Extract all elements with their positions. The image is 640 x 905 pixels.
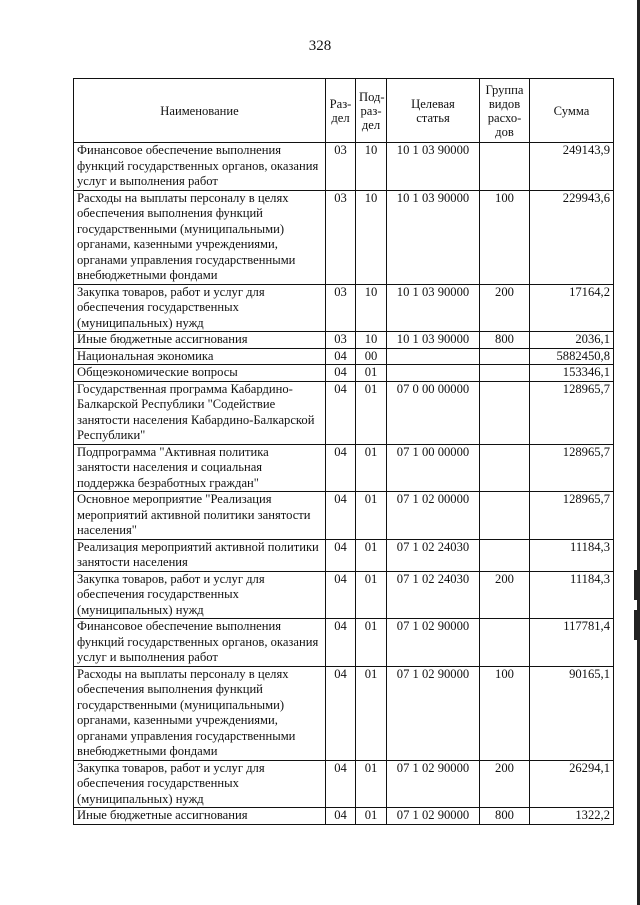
cell-podrazdel: 01 (356, 444, 387, 492)
cell-target: 07 1 02 24030 (387, 571, 480, 619)
cell-target: 07 1 02 00000 (387, 492, 480, 540)
cell-target (387, 348, 480, 365)
cell-razdel: 03 (326, 284, 356, 332)
cell-razdel: 03 (326, 190, 356, 284)
cell-group (480, 143, 530, 191)
cell-razdel: 04 (326, 348, 356, 365)
table-row (74, 365, 614, 382)
cell-target: 07 1 02 24030 (387, 539, 480, 571)
header-group: Группа видов расхо- дов (480, 79, 530, 143)
cell-podrazdel: 10 (356, 190, 387, 284)
cell-target: 10 1 03 90000 (387, 332, 480, 349)
cell-target: 07 0 00 00000 (387, 381, 480, 444)
cell-sum: 2036,1 (530, 332, 614, 349)
cell-sum: 249143,9 (530, 143, 614, 191)
cell-group: 800 (480, 808, 530, 825)
table-body (74, 143, 614, 825)
cell-podrazdel: 00 (356, 348, 387, 365)
cell-target: 07 1 00 00000 (387, 444, 480, 492)
cell-sum: 117781,4 (530, 619, 614, 667)
table-row (74, 381, 614, 444)
cell-razdel: 04 (326, 666, 356, 760)
cell-target: 07 1 02 90000 (387, 808, 480, 825)
cell-podrazdel: 01 (356, 808, 387, 825)
cell-sum: 5882450,8 (530, 348, 614, 365)
header-name: Наименование (74, 79, 326, 143)
cell-podrazdel: 01 (356, 539, 387, 571)
cell-group (480, 492, 530, 540)
cell-podrazdel: 01 (356, 365, 387, 382)
table-row (74, 571, 614, 619)
cell-target: 10 1 03 90000 (387, 284, 480, 332)
cell-target: 07 1 02 90000 (387, 619, 480, 667)
cell-podrazdel: 01 (356, 492, 387, 540)
cell-target: 07 1 02 90000 (387, 760, 480, 808)
cell-razdel: 04 (326, 619, 356, 667)
cell-podrazdel: 10 (356, 143, 387, 191)
page-number: 328 (308, 38, 332, 54)
cell-razdel: 04 (326, 571, 356, 619)
cell-razdel: 03 (326, 143, 356, 191)
cell-group (480, 539, 530, 571)
header-razdel: Раз- дел (326, 79, 356, 143)
cell-group: 200 (480, 284, 530, 332)
cell-name: Иные бюджетные ассигнования (74, 808, 326, 825)
header-row (74, 79, 614, 143)
cell-podrazdel: 01 (356, 619, 387, 667)
cell-target: 10 1 03 90000 (387, 143, 480, 191)
cell-razdel: 04 (326, 539, 356, 571)
cell-group: 800 (480, 332, 530, 349)
cell-razdel: 04 (326, 808, 356, 825)
table-row (74, 808, 614, 825)
cell-group: 100 (480, 666, 530, 760)
cell-name: Основное мероприятие "Реализация мероприятий активной политики занятости населения" (74, 492, 326, 540)
cell-group: 100 (480, 190, 530, 284)
scan-edge-mark (634, 570, 640, 600)
cell-razdel: 04 (326, 365, 356, 382)
table-row (74, 666, 614, 760)
cell-name: Иные бюджетные ассигнования (74, 332, 326, 349)
table-row (74, 444, 614, 492)
cell-sum: 11184,3 (530, 571, 614, 619)
cell-group (480, 365, 530, 382)
cell-group (480, 444, 530, 492)
table-row (74, 539, 614, 571)
header-sum: Сумма (530, 79, 614, 143)
cell-group (480, 348, 530, 365)
table-row (74, 143, 614, 191)
cell-podrazdel: 10 (356, 284, 387, 332)
cell-podrazdel: 10 (356, 332, 387, 349)
cell-razdel: 04 (326, 444, 356, 492)
cell-sum: 1322,2 (530, 808, 614, 825)
cell-target (387, 365, 480, 382)
table-row (74, 284, 614, 332)
table-row (74, 492, 614, 540)
table-row (74, 332, 614, 349)
cell-razdel: 04 (326, 492, 356, 540)
cell-group (480, 619, 530, 667)
cell-sum: 128965,7 (530, 492, 614, 540)
cell-sum: 90165,1 (530, 666, 614, 760)
cell-name: Расходы на выплаты персоналу в целях обеспечения выполнения функций государственными (муниципальными) органами, казенными учреждениями, органами управления государственными внебюджетными фондами (74, 190, 326, 284)
table-row (74, 619, 614, 667)
cell-name: Расходы на выплаты персоналу в целях обеспечения выполнения функций государственными (муниципальными) органами, казенными учреждениями, органами управления государственными внебюджетными фондами (74, 666, 326, 760)
cell-sum: 128965,7 (530, 444, 614, 492)
cell-sum: 17164,2 (530, 284, 614, 332)
cell-name: Общеэкономические вопросы (74, 365, 326, 382)
cell-group: 200 (480, 760, 530, 808)
cell-name: Финансовое обеспечение выполнения функций государственных органов, оказания услуг и выполнения работ (74, 619, 326, 667)
budget-table (73, 78, 614, 825)
cell-razdel: 04 (326, 760, 356, 808)
cell-name: Подпрограмма "Активная политика занятости населения и социальная поддержка безработных граждан" (74, 444, 326, 492)
cell-razdel: 04 (326, 381, 356, 444)
cell-podrazdel: 01 (356, 666, 387, 760)
header-podrazdel: Под- раз- дел (356, 79, 387, 143)
cell-podrazdel: 01 (356, 760, 387, 808)
table-row (74, 760, 614, 808)
cell-name: Реализация мероприятий активной политики занятости населения (74, 539, 326, 571)
cell-name: Финансовое обеспечение выполнения функций государственных органов, оказания услуг и выполнения работ (74, 143, 326, 191)
cell-name: Государственная программа Кабардино-Балкарской Республики "Содействие занятости населения Кабардино-Балкарской Республики" (74, 381, 326, 444)
cell-sum: 128965,7 (530, 381, 614, 444)
cell-podrazdel: 01 (356, 381, 387, 444)
cell-podrazdel: 01 (356, 571, 387, 619)
cell-group (480, 381, 530, 444)
cell-name: Закупка товаров, работ и услуг для обеспечения государственных (муниципальных) нужд (74, 284, 326, 332)
scan-edge-mark (634, 610, 640, 640)
cell-name: Национальная экономика (74, 348, 326, 365)
cell-sum: 229943,6 (530, 190, 614, 284)
cell-name: Закупка товаров, работ и услуг для обеспечения государственных (муниципальных) нужд (74, 571, 326, 619)
cell-sum: 26294,1 (530, 760, 614, 808)
cell-target: 10 1 03 90000 (387, 190, 480, 284)
cell-target: 07 1 02 90000 (387, 666, 480, 760)
cell-razdel: 03 (326, 332, 356, 349)
header-target: Целевая статья (387, 79, 480, 143)
cell-sum: 153346,1 (530, 365, 614, 382)
table-row (74, 190, 614, 284)
cell-sum: 11184,3 (530, 539, 614, 571)
table-row (74, 348, 614, 365)
cell-name: Закупка товаров, работ и услуг для обеспечения государственных (муниципальных) нужд (74, 760, 326, 808)
cell-group: 200 (480, 571, 530, 619)
